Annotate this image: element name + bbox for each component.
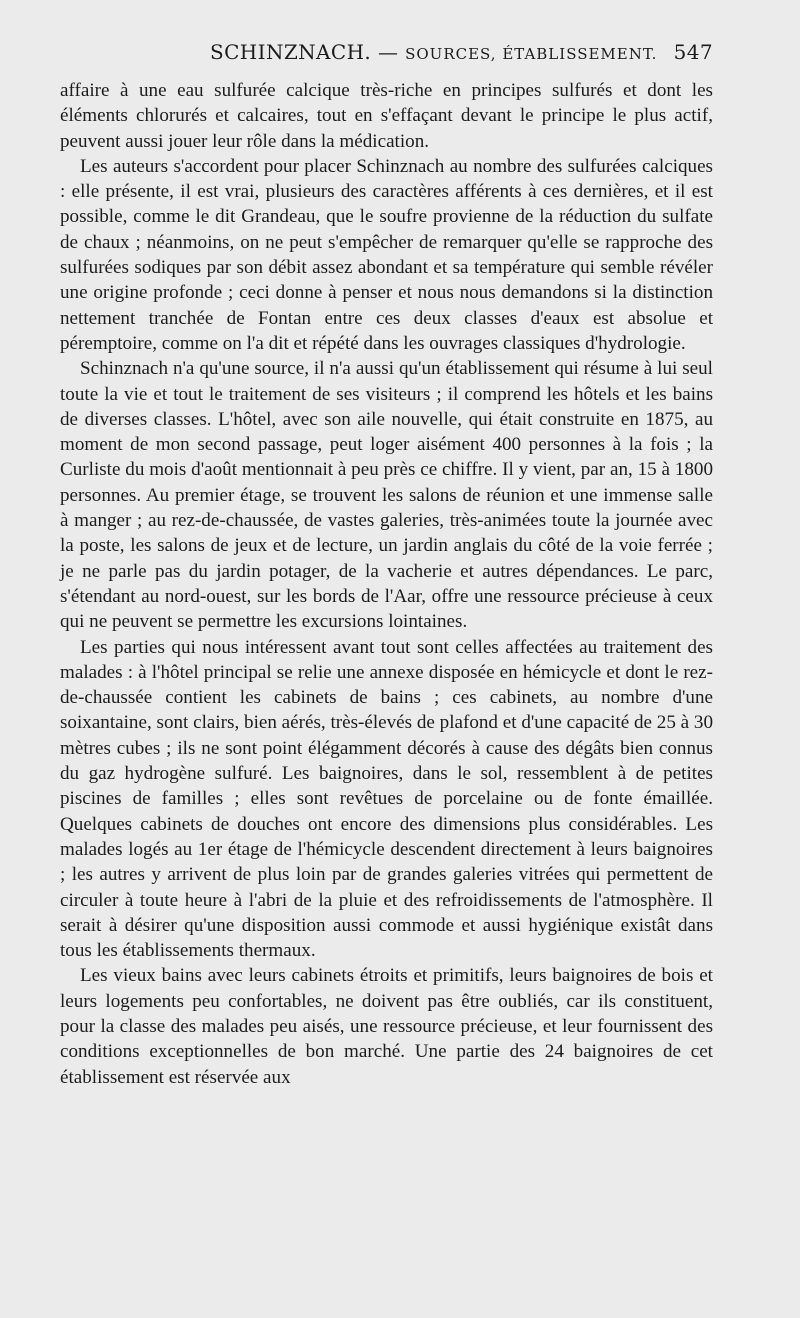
running-title-section: SOURCES, ÉTABLISSEMENT. — [405, 45, 658, 63]
body-text — [60, 78, 713, 1090]
running-head — [60, 40, 713, 74]
paragraph: Les parties qui nous intéressent avant tout sont celles affectées au traitement des malades : à l'hôtel principal se relie une annexe disposée en hémicycle et dont le rez-de-chaussée contient les cabinets de bains ; ces cabinets, au nombre d'une soixantaine, sont clairs, bien aérés, très-élevés de plafond et d'une capacité de 25 à 30 mètres cubes ; ils ne sont point élégamment décorés à cause des dégâts bien connus du gaz hydrogène sulfuré. Les baignoires, dans le sol, ressemblent à de petites piscines de familles ; elles sont revêtues de porcelaine ou de fonte émaillée. Quelques cabinets de douches ont encore des dimensions plus considérables. Les malades logés au 1er étage de l'hémicycle descendent directement à leurs baignoires ; les autres y arrivent de plus loin par de grandes galeries vitrées qui permettent de circuler à toute heure à l'abri de la pluie et des refroidissements de l'atmosphère. Il serait à désirer qu'une disposition aussi commode et aussi hygiénique existât dans tous les établissements thermaux. — [60, 636, 713, 962]
running-title-main: SCHINZNACH. — — [210, 40, 406, 64]
running-title — [210, 40, 657, 64]
page-number: 547 — [673, 40, 713, 64]
paragraph: Les vieux bains avec leurs cabinets étroits et primitifs, leurs baignoires de bois et leurs logements peu confortables, ne doivent pas être oubliés, car ils constituent, pour la classe des malades peu aisés, une ressource précieuse, et leur fournissent des conditions exceptionnelles de bon marché. Une partie des 24 baignoires de cet établissement est réservée aux — [60, 965, 713, 1088]
paragraph: affaire à une eau sulfurée calcique très-riche en principes sulfurés et dont les éléments chlorurés et calcaires, tout en s'effaçant devant le principe le plus actif, peuvent aussi jouer leur rôle dans la médication. — [60, 80, 713, 152]
paragraph: Les auteurs s'accordent pour placer Schinznach au nombre des sulfurées calciques : elle présente, il est vrai, plusieurs des caractères afférents à ces dernières, et il est possible, comme le dit Grandeau, que le soufre provienne de la réduction du sulfate de chaux ; néanmoins, on ne peut s'empêcher de remarquer qu'elle se rapproche des sulfurées sodiques par son débit assez abondant et sa température qui semble révéler une origine profonde ; ceci donne à penser et nous nous demandons si la distinction nettement tranchée de Fontan entre ces deux classes d'eaux est absolue et péremptoire, comme on l'a dit et répété dans les ouvrages classiques d'hydrologie. — [60, 155, 713, 354]
paragraph: Schinznach n'a qu'une source, il n'a aussi qu'un établissement qui résume à lui seul toute la vie et tout le traitement de ses visiteurs ; il comprend les hôtels et les bains de diverses classes. L'hôtel, avec son aile nouvelle, qui était construite en 1875, au moment de mon second passage, peut loger aisément 400 personnes à la fois ; la Curliste du mois d'août mentionnait à peu près ce chiffre. Il y vient, par an, 15 à 1800 personnes. Au premier étage, se trouvent les salons de réunion et une immense salle à manger ; au rez-de-chaussée, de vastes galeries, très-animées toute la journée avec la poste, les salons de jeux et de lecture, un jardin anglais du côté de la voie ferrée ; je ne parle pas du jardin potager, de la vacherie et autres dépendances. Le parc, s'étendant au nord-ouest, sur les bords de l'Aar, offre une ressource précieuse à ceux qui ne peuvent se permettre les excursions lointaines. — [60, 358, 713, 633]
